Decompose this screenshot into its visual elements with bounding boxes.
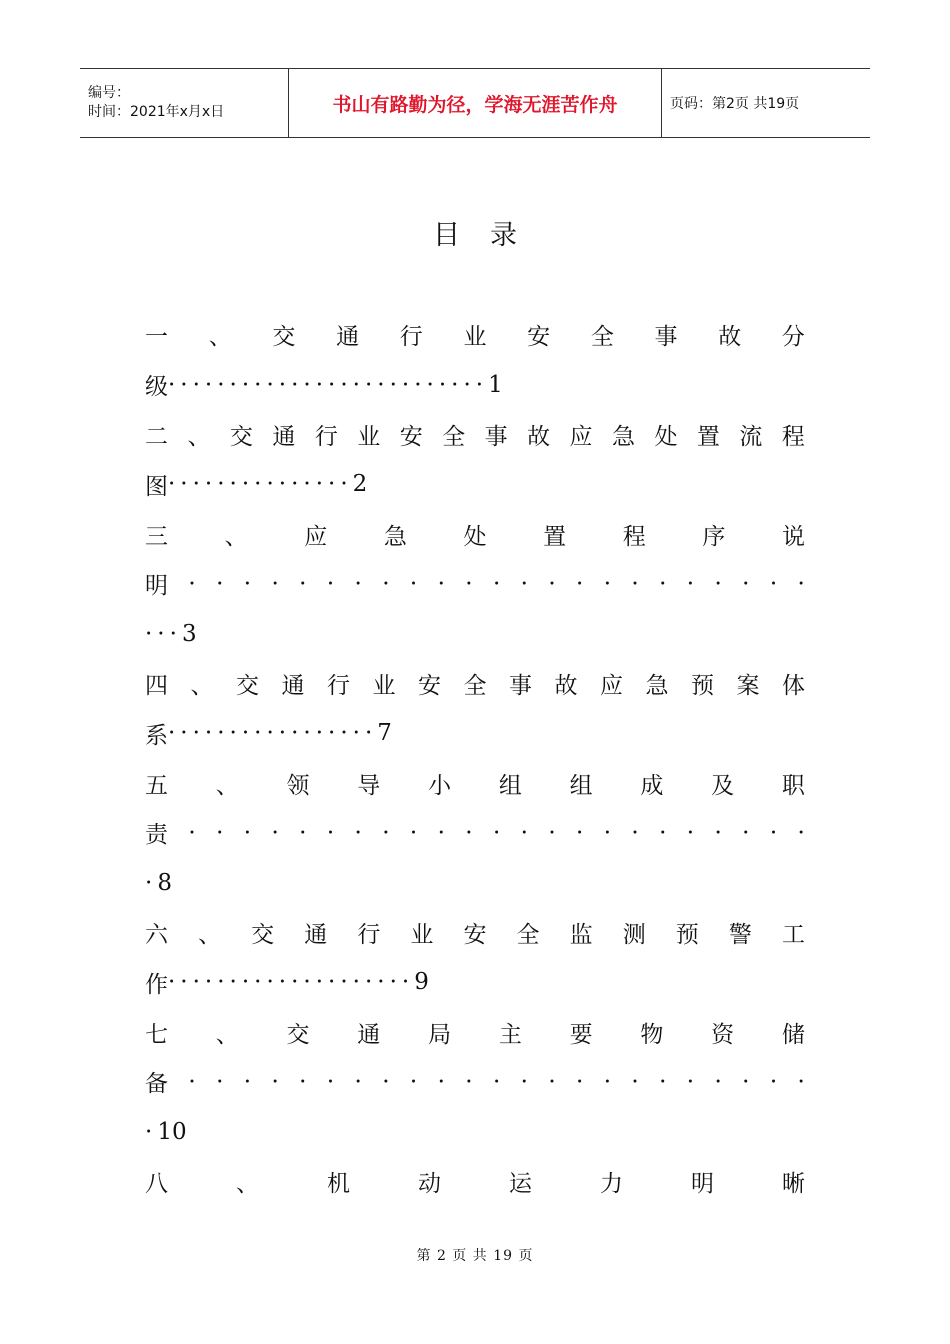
toc-entry-leader	[145, 957, 805, 1007]
toc-tail-char: 图	[145, 473, 168, 500]
toc-heading-char: 运	[509, 1170, 532, 1197]
time-label: 时间：2021年x月x日	[88, 104, 225, 120]
toc-leader-dot: ·	[188, 819, 196, 846]
toc-page-number: 7	[377, 720, 392, 747]
toc-leader-dot: ·	[382, 819, 390, 846]
toc-leader-dot: ·	[326, 819, 335, 846]
toc-heading-char: 主	[498, 1021, 522, 1048]
toc-leader-dot: ·	[631, 819, 639, 846]
toc-heading-char: 行	[314, 423, 338, 450]
header-meta	[80, 69, 289, 137]
toc-heading-char: 业	[357, 423, 381, 450]
toc-heading-char: 序	[702, 523, 726, 550]
toc-entry-heading	[145, 310, 805, 360]
header-page-code	[662, 69, 870, 137]
toc-leader-dot: ·	[797, 570, 805, 597]
toc-entry-page-line	[145, 858, 805, 908]
toc-page-number: 10	[157, 1118, 187, 1145]
toc-heading-char: 要	[569, 1021, 593, 1048]
toc-leader-dots: ··························	[168, 371, 489, 398]
toc-leader-dot: ·	[465, 570, 473, 597]
toc-leader-dots: ·	[145, 869, 158, 896]
toc-leader-dot: ·	[576, 819, 584, 846]
toc-heading-char: 通	[336, 324, 360, 351]
toc-heading-char: 预	[691, 672, 714, 699]
toc-heading-char: 组	[498, 772, 522, 799]
toc-heading-char: 通	[281, 672, 305, 699]
toc-leader-dot: ·	[631, 1068, 639, 1095]
toc-heading-char: 机	[327, 1170, 350, 1197]
toc-heading-char: 交	[286, 1021, 310, 1048]
toc-leader-dot: ·	[603, 570, 611, 597]
toc-entry-heading	[145, 659, 805, 709]
toc-heading-char: 二	[145, 423, 168, 450]
toc-leader-dot: ·	[409, 819, 418, 846]
toc-heading-char: 故	[718, 324, 742, 351]
toc-heading-char: 急	[645, 672, 669, 699]
toc-entry-page-line	[145, 1107, 805, 1157]
table-of-contents	[145, 310, 805, 1206]
toc-heading-char: 明	[691, 1170, 714, 1197]
toc-heading-char: 职	[781, 772, 805, 799]
page-header	[80, 68, 870, 138]
toc-heading-char: 置	[696, 423, 720, 450]
toc-heading-char: 安	[399, 423, 423, 450]
toc-leader-dot: ·	[548, 1068, 556, 1095]
toc-leader-dot: ·	[299, 570, 307, 597]
toc-tail-char: 作	[145, 971, 168, 998]
toc-heading-char: 处	[654, 423, 678, 450]
toc-heading-char: 通	[304, 921, 328, 948]
header-motto	[289, 69, 662, 137]
toc-heading-char: 预	[675, 921, 699, 948]
toc-leader-dot: ·	[437, 1068, 445, 1095]
toc-leader-dots: ···	[145, 620, 182, 647]
toc-heading-char: 组	[569, 772, 593, 799]
toc-leader-dot: ·	[797, 1068, 805, 1095]
toc-heading-char: 事	[509, 672, 532, 699]
toc-heading-char: 导	[357, 772, 381, 799]
toc-heading-char: 八	[145, 1170, 168, 1197]
toc-leader-dot: ·	[354, 570, 362, 597]
toc-leader-dot: ·	[243, 819, 252, 846]
toc-heading-char: 测	[622, 921, 646, 948]
toc-leader-dot: ·	[216, 1068, 224, 1095]
toc-leader-dot: ·	[631, 570, 639, 597]
toc-leader-dot: ·	[520, 819, 528, 846]
toc-leader-dots: ·················	[168, 720, 378, 747]
toc-leader-dot: ·	[576, 1068, 584, 1095]
toc-heading-char: 分	[781, 324, 805, 351]
toc-leader-dot: ·	[492, 819, 501, 846]
toc-leader-dot: ·	[437, 570, 445, 597]
toc-heading-char: 置	[543, 523, 567, 550]
toc-leader-dot: ·	[354, 819, 362, 846]
toc-leader-dot: ·	[686, 1068, 695, 1095]
toc-heading-char: 程	[781, 423, 805, 450]
toc-leader-dot: ·	[271, 1068, 279, 1095]
toc-leader-dot: ·	[714, 1068, 722, 1095]
toc-leader-dot: ·	[742, 819, 750, 846]
toc-heading-char: 工	[781, 921, 805, 948]
toc-heading-char: 应	[569, 423, 593, 450]
toc-heading-char: 监	[569, 921, 593, 948]
toc-heading-char: 警	[728, 921, 752, 948]
toc-heading-char: 故	[527, 423, 551, 450]
toc-leader-dot: ·	[465, 1068, 473, 1095]
toc-leader-dot: ·	[714, 819, 722, 846]
toc-heading-char: 、	[224, 523, 248, 550]
toc-heading-char: 及	[711, 772, 735, 799]
toc-tail-char: 责	[145, 822, 168, 849]
toc-leader-dot: ·	[354, 1068, 362, 1095]
toc-heading-char: 局	[428, 1021, 452, 1048]
toc-leader-dot: ·	[216, 819, 224, 846]
toc-leader-dot: ·	[409, 1068, 418, 1095]
toc-entry-heading	[145, 509, 805, 559]
toc-heading-char: 领	[286, 772, 310, 799]
toc-heading-char: 处	[463, 523, 487, 550]
toc-heading-char: 业	[463, 324, 487, 351]
toc-leader-dot: ·	[188, 1068, 196, 1095]
toc-heading-char: 交	[236, 672, 259, 699]
toc-leader-dot: ·	[742, 570, 750, 597]
toc-heading-char: 、	[215, 1021, 239, 1048]
toc-entry-heading	[145, 1007, 805, 1057]
toc-heading-char: 业	[410, 921, 434, 948]
toc-heading-char: 、	[190, 672, 214, 699]
toc-heading-char: 动	[418, 1170, 441, 1197]
toc-leader-dot: ·	[216, 570, 224, 597]
toc-tail-char: 级	[145, 374, 168, 401]
toc-heading-char: 储	[781, 1021, 805, 1048]
toc-leader-dot: ·	[520, 1068, 528, 1095]
toc-leader-dot: ·	[548, 570, 556, 597]
toc-leader-dot: ·	[382, 570, 390, 597]
toc-leader-dot: ·	[686, 819, 695, 846]
page-footer: 第 2 页 共 19 页	[416, 1248, 534, 1264]
toc-heading-char: 急	[383, 523, 407, 550]
toc-leader-dot: ·	[714, 570, 722, 597]
toc-tail-char: 明	[145, 573, 168, 600]
toc-heading-char: 应	[600, 672, 623, 699]
toc-heading-char: 通	[357, 1021, 381, 1048]
toc-tail-char: 备	[145, 1071, 168, 1098]
toc-leader-dot: ·	[576, 570, 584, 597]
toc-heading-char: 资	[711, 1021, 735, 1048]
toc-heading-char: 事	[484, 423, 508, 450]
toc-heading-char: 行	[357, 921, 381, 948]
toc-heading-char: 、	[187, 423, 211, 450]
toc-leader-dot: ·	[492, 570, 501, 597]
toc-entry-leader	[145, 559, 805, 609]
toc-heading-char: 交	[251, 921, 275, 948]
motto-text: 书山有路勤为径，学海无涯苦作舟	[332, 93, 618, 116]
toc-heading-char: 事	[654, 324, 678, 351]
toc-leader-dot: ·	[769, 819, 778, 846]
toc-heading-char: 全	[442, 423, 466, 450]
toc-heading-char: 五	[145, 772, 168, 799]
toc-leader-dot: ·	[243, 570, 252, 597]
toc-heading-char: 交	[272, 324, 296, 351]
toc-heading-char: 、	[208, 324, 232, 351]
toc-heading-char: 体	[782, 672, 805, 699]
toc-entry-page-line	[145, 609, 805, 659]
toc-heading-char: 六	[145, 921, 168, 948]
toc-leader-dot: ·	[603, 1068, 611, 1095]
toc-heading-char: 行	[327, 672, 350, 699]
toc-leader-dot: ·	[742, 1068, 750, 1095]
toc-heading-char: 晰	[782, 1170, 805, 1197]
toc-heading-char: 案	[736, 672, 760, 699]
toc-heading-char: 成	[640, 772, 664, 799]
toc-leader-dot: ·	[659, 1068, 667, 1095]
toc-leader-dots: ·	[145, 1118, 158, 1145]
toc-entry-heading	[145, 410, 805, 460]
toc-entry-leader	[145, 808, 805, 858]
toc-leader-dot: ·	[520, 570, 528, 597]
toc-entry-leader	[145, 708, 805, 758]
toc-leader-dots: ····················	[168, 969, 415, 996]
toc-leader-dot: ·	[548, 819, 556, 846]
toc-entry-heading	[145, 758, 805, 808]
toc-leader-dot: ·	[603, 819, 611, 846]
toc-heading-char: 流	[739, 423, 763, 450]
toc-heading-char: 急	[611, 423, 635, 450]
toc-heading-char: 七	[145, 1021, 168, 1048]
toc-heading-char: 业	[372, 672, 396, 699]
toc-heading-char: 四	[145, 672, 168, 699]
toc-page-number: 1	[488, 371, 503, 398]
toc-page-number: 9	[414, 969, 429, 996]
toc-heading-char: 力	[600, 1170, 623, 1197]
toc-leader-dot: ·	[437, 819, 445, 846]
toc-heading-char: 、	[198, 921, 222, 948]
toc-leader-dot: ·	[769, 570, 778, 597]
toc-leader-dot: ·	[326, 1068, 335, 1095]
toc-heading-char: 三	[145, 523, 168, 550]
toc-entry-heading	[145, 908, 805, 958]
toc-page-number: 8	[157, 869, 172, 896]
toc-page-number: 2	[352, 471, 368, 498]
toc-heading-char: 、	[215, 772, 239, 799]
toc-leader-dot: ·	[409, 570, 418, 597]
toc-heading-char: 全	[590, 324, 614, 351]
toc-entry-leader	[145, 459, 805, 509]
toc-heading-char: 程	[622, 523, 646, 550]
toc-heading-char: 说	[782, 523, 805, 550]
toc-heading-char: 、	[236, 1170, 259, 1197]
toc-leader-dot: ·	[299, 819, 307, 846]
toc-heading-char: 安	[527, 324, 551, 351]
toc-leader-dot: ·	[492, 1068, 501, 1095]
toc-leader-dot: ·	[797, 819, 805, 846]
toc-leader-dot: ·	[299, 1068, 307, 1095]
toc-leader-dot: ·	[769, 1068, 778, 1095]
toc-leader-dot: ·	[659, 570, 667, 597]
toc-heading-char: 全	[516, 921, 540, 948]
toc-heading-char: 安	[463, 921, 487, 948]
toc-heading-char: 安	[418, 672, 441, 699]
toc-entry-heading	[145, 1157, 805, 1207]
toc-heading-char: 一	[145, 324, 168, 351]
toc-leader-dot: ·	[271, 819, 279, 846]
toc-entry-leader	[145, 360, 805, 410]
toc-tail-char: 系	[145, 722, 168, 749]
number-label: 编号：	[88, 85, 130, 101]
page-code-text: 页码：第2页 共19页	[670, 96, 800, 112]
toc-leader-dot: ·	[188, 570, 196, 597]
toc-leader-dot: ·	[382, 1068, 390, 1095]
toc-leader-dots: ···············	[168, 471, 353, 498]
toc-heading-char: 行	[399, 324, 423, 351]
toc-leader-dot: ·	[326, 570, 335, 597]
toc-heading-char: 交	[229, 423, 253, 450]
toc-leader-dot: ·	[465, 819, 473, 846]
toc-leader-dot: ·	[271, 570, 279, 597]
toc-leader-dot: ·	[686, 570, 695, 597]
toc-leader-dot: ·	[659, 819, 667, 846]
page-title: 目录	[433, 220, 547, 251]
toc-page-number: 3	[181, 620, 197, 647]
toc-heading-char: 物	[640, 1021, 664, 1048]
toc-heading-char: 小	[428, 772, 452, 799]
toc-leader-dot: ·	[243, 1068, 252, 1095]
toc-heading-char: 应	[304, 523, 328, 550]
toc-heading-char: 故	[554, 672, 578, 699]
toc-entry-leader	[145, 1057, 805, 1107]
toc-heading-char: 通	[272, 423, 296, 450]
toc-heading-char: 全	[463, 672, 487, 699]
